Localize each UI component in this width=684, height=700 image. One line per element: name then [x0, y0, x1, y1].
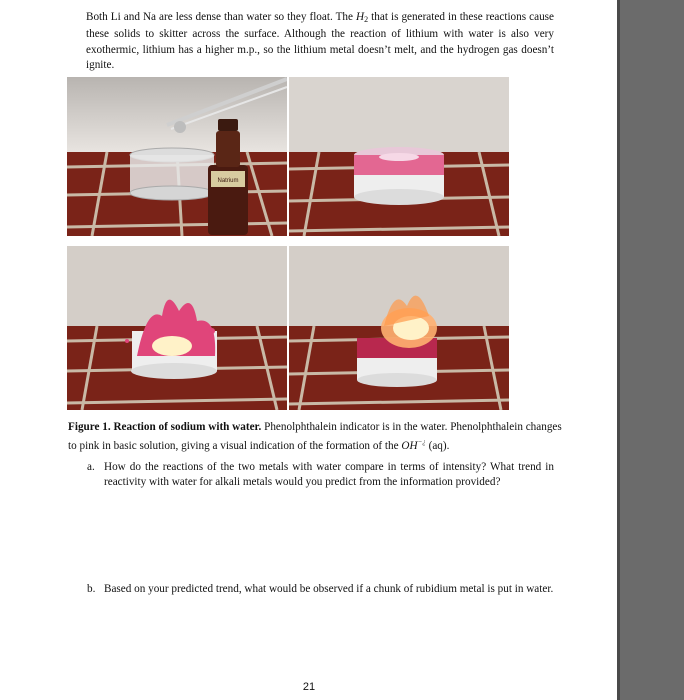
bottle-label: Natrium [217, 178, 239, 184]
page-shadow-edge [617, 0, 620, 700]
hydroxide-formula: OH−¿ [401, 438, 426, 453]
caption-title: Figure 1. Reaction of sodium with water. [68, 421, 262, 433]
photo-sodium-pink [289, 77, 509, 236]
h2-formula: $H_2$ [356, 11, 369, 24]
question-b [87, 582, 554, 616]
question-text: Based on your predicted trend, what would be observed if a chunk of rubidium metal is put in water. [104, 583, 554, 595]
photo-sodium-splash [67, 246, 287, 410]
intro-paragraph [86, 10, 554, 74]
photo-sodium-fire [289, 246, 509, 410]
question-label: b. [87, 583, 96, 595]
photo-sodium-drop [67, 77, 287, 236]
intro-text-1: Both Li and Na are less dense than water so they float. The [86, 11, 357, 23]
figure-caption: Figure 1. Reaction of sodium with water. Phenolphthalein indicator is in the water. Phenolphthalein changes to pink in basic solution, giving a visual indication of the formation of the OH−¿ (aq). [68, 421, 562, 453]
intro-text-2: that is generated in these reactions cause these solids to skitter across the surface. Although the reaction of lithium with water is also very exothermic, lithium has a higher m.p., so the lithium metal doesn’t melt, and the hydrogen gas doesn’t ignite. [86, 11, 554, 72]
question-text: How do the reactions of the two metals with water compare in terms of intensity? What trend in reactivity with water for alkali metals would you predict from the information provided? [104, 461, 554, 489]
question-label: a. [87, 461, 95, 473]
viewer-scroll-gutter[interactable] [617, 0, 684, 700]
page-number: 21 [302, 681, 316, 693]
question-a [87, 460, 554, 510]
